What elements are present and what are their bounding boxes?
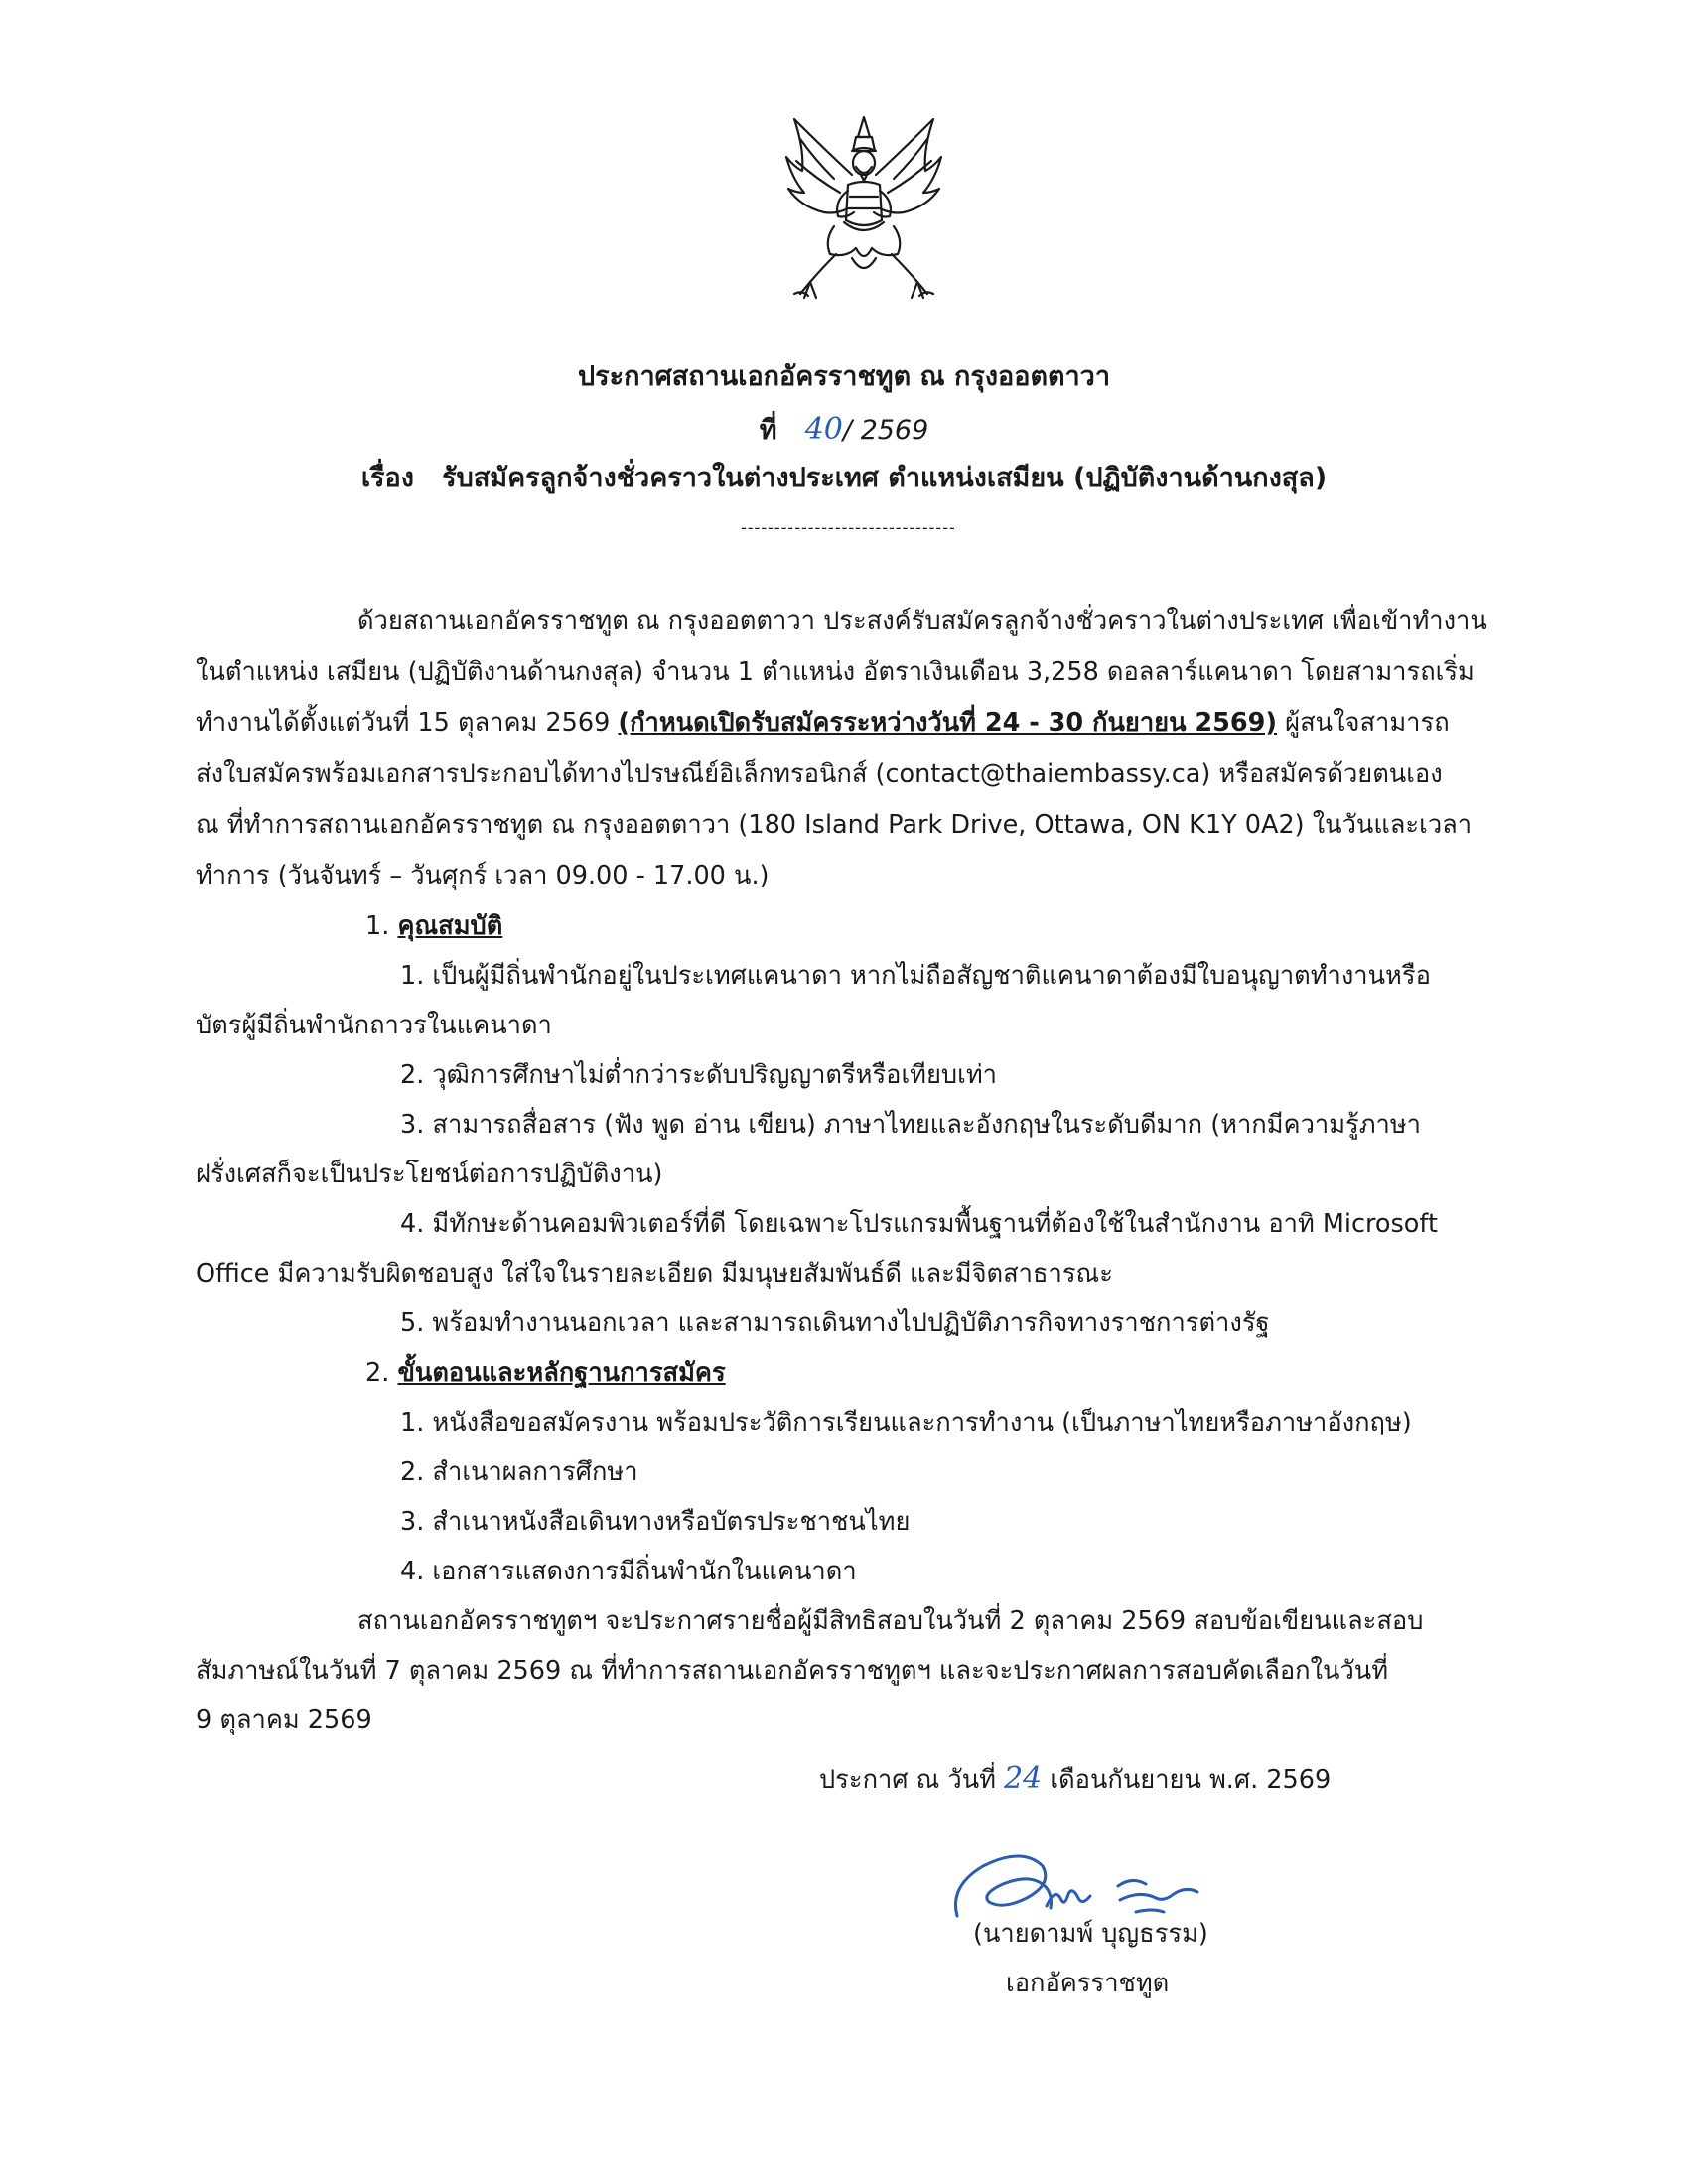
garuda-emblem-icon xyxy=(765,109,963,308)
header-divider: -------------------------------- xyxy=(741,518,956,537)
section-application-heading xyxy=(365,1353,726,1393)
date-suffix: เดือนกันยายน พ.ศ. 2569 xyxy=(1050,1765,1332,1795)
closing-line-3: 9 ตุลาคม 2569 xyxy=(196,1706,372,1735)
qualification-item-1: 1. เป็นผู้มีถิ่นพำนักอยู่ในประเทศแคนาดา หากไม่ถือสัญชาติแคนาดาต้องมีใบอนุญาตทำงานหรือ xyxy=(400,961,1431,991)
closing-line-1: สถานเอกอัครราชทูตฯ จะประกาศรายชื่อผู้มีสิทธิสอบในวันที่ 2 ตุลาคม 2569 สอบข้อเขียนและสอบ xyxy=(357,1606,1424,1636)
section-heading: คุณสมบัติ xyxy=(397,911,503,941)
qualification-item-4: 4. มีทักษะด้านคอมพิวเตอร์ที่ดี โดยเฉพาะโปรแกรมพื้นฐานที่ต้องใช้ในสำนักงาน อาทิ Microsoft xyxy=(400,1209,1438,1239)
intro-start-date: ทำงานได้ตั้งแต่วันที่ 15 ตุลาคม 2569 xyxy=(196,708,619,738)
signer-title: เอกอัครราชทูต xyxy=(1006,1969,1170,1998)
application-period: (กำหนดเปิดรับสมัครระหว่างวันที่ 24 - 30 กันยายน 2569) xyxy=(618,708,1278,738)
handwritten-day: 24 xyxy=(1004,1761,1043,1796)
qualification-item-5: 5. พร้อมทำงานนอกเวลา และสามารถเดินทางไปปฏิบัติภารกิจทางราชการต่างรัฐ xyxy=(400,1308,1270,1338)
qualification-item-2: 2. วุฒิการศึกษาไม่ต่ำกว่าระดับปริญญาตรีหรือเทียบเท่า xyxy=(400,1060,997,1090)
announcement-number xyxy=(0,410,1688,451)
handwritten-number: 40 xyxy=(804,412,843,447)
intro-line-5: ณ ที่ทำการสถานเอกอัครราชทูต ณ กรุงออตตาวา (180 Island Park Drive, Ottawa, ON K1Y 0A2) ในวันและเวลา xyxy=(196,810,1473,840)
announcement-subject xyxy=(0,459,1688,498)
application-item-1: 1. หนังสือขอสมัครงาน พร้อมประวัติการเรียนและการทำงาน (เป็นภาษาไทยหรือภาษาอังกฤษ) xyxy=(400,1408,1412,1437)
intro-interested: ผู้สนใจสามารถ xyxy=(1277,708,1450,738)
qualification-item-3-cont: ฝรั่งเศสก็จะเป็นประโยชน์ต่อการปฏิบัติงาน) xyxy=(196,1160,663,1189)
number-prefix: ที่ xyxy=(759,415,777,446)
application-item-3: 3. สำเนาหนังสือเดินทางหรือบัตรประชาชนไทย xyxy=(400,1507,911,1537)
intro-line-1: ด้วยสถานเอกอัครราชทูต ณ กรุงออตตาวา ประสงค์รับสมัครลูกจ้างชั่วคราวในต่างประเทศ เพื่อเข้าทำงาน xyxy=(357,607,1487,636)
intro-line-4: ส่งใบสมัครพร้อมเอกสารประกอบได้ทางไปรษณีย์อิเล็กทรอนิกส์ (contact@thaiembassy.ca) หรือสมัครด้วยตนเอง xyxy=(196,759,1443,789)
announcement-title: ประกาศสถานเอกอัครราชทูต ณ กรุงออตตาวา xyxy=(578,361,1110,392)
section-number: 2. xyxy=(365,1358,390,1388)
qualification-item-4-cont: Office มีความรับผิดชอบสูง ใส่ใจในรายละเอียด มีมนุษยสัมพันธ์ดี และมีจิตสาธารณะ xyxy=(196,1259,1113,1289)
section-qualifications-heading xyxy=(365,906,502,946)
intro-line-6: ทำการ (วันจันทร์ – วันศุกร์ เวลา 09.00 - 17.00 น.) xyxy=(196,861,770,890)
qualification-item-1-cont: บัตรผู้มีถิ่นพำนักถาวรในแคนาดา xyxy=(196,1011,552,1040)
qualification-item-3: 3. สามารถสื่อสาร (ฟัง พูด อ่าน เขียน) ภาษาไทยและอังกฤษในระดับดีมาก (หากมีความรู้ภาษา xyxy=(400,1110,1422,1140)
announcement-date xyxy=(819,1759,1331,1800)
date-prefix: ประกาศ ณ วันที่ xyxy=(819,1765,996,1795)
subject-label: เรื่อง xyxy=(360,463,414,493)
section-heading: ขั้นตอนและหลักฐานการสมัคร xyxy=(397,1358,726,1388)
signer-name: (นายดามพ์ บุญธรรม) xyxy=(973,1919,1208,1949)
intro-line-3 xyxy=(196,703,1450,743)
section-number: 1. xyxy=(365,911,390,941)
number-suffix: / 2569 xyxy=(842,415,929,446)
subject-text: รับสมัครลูกจ้างชั่วคราวในต่างประเทศ ตำแหน่งเสมียน (ปฏิบัติงานด้านกงสุล) xyxy=(442,463,1328,493)
intro-line-2: ในตำแหน่ง เสมียน (ปฏิบัติงานด้านกงสุล) จำนวน 1 ตำแหน่ง อัตราเงินเดือน 3,258 ดอลลาร์แคนาดา โดยสามารถเริ่ม xyxy=(196,657,1475,687)
application-item-2: 2. สำเนาผลการศึกษา xyxy=(400,1457,638,1487)
closing-line-2: สัมภาษณ์ในวันที่ 7 ตุลาคม 2569 ณ ที่ทำการสถานเอกอัครราชทูตฯ และจะประกาศผลการสอบคัดเลือกในวันที่ xyxy=(196,1656,1389,1686)
application-item-4: 4. เอกสารแสดงการมีถิ่นพำนักในแคนาดา xyxy=(400,1557,857,1586)
